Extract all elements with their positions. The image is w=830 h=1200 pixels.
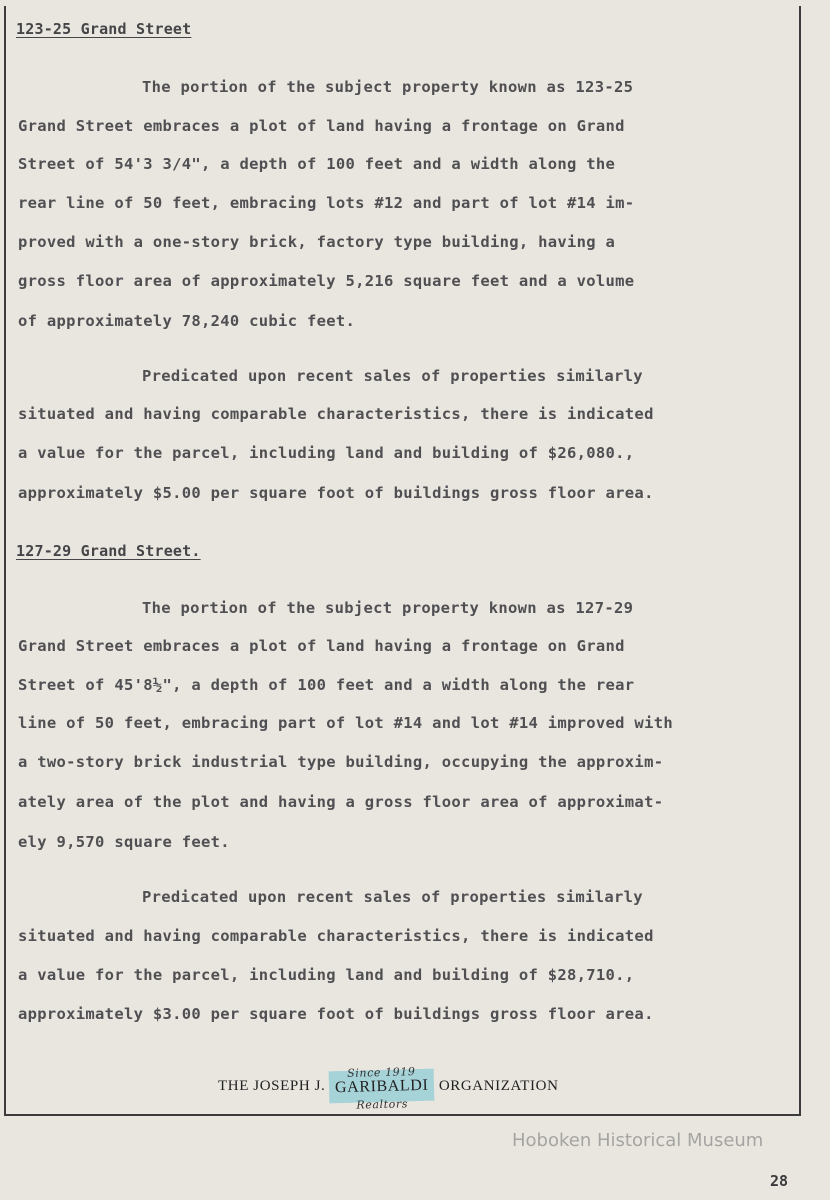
museum-watermark: Hoboken Historical Museum	[512, 1130, 764, 1151]
text-line: line of 50 feet, embracing part of lot #14 and lot #14 improved with	[18, 714, 673, 732]
text-line: approximately $3.00 per square foot of buildings gross floor area.	[18, 1005, 654, 1023]
text-line: approximately $5.00 per square foot of buildings gross floor area.	[18, 484, 654, 502]
text-line: Grand Street embraces a plot of land having a frontage on Grand	[18, 117, 625, 135]
text-line: Predicated upon recent sales of properties similarly	[142, 367, 643, 385]
text-line: ately area of the plot and having a gross floor area of approximat-	[18, 793, 664, 811]
logo-name: GARIBALDI	[335, 1076, 430, 1097]
footer-suffix: ORGANIZATION	[438, 1077, 559, 1094]
text-line: a value for the parcel, including land and building of $26,080.,	[18, 444, 635, 462]
text-line: Street of 54'3 3/4", a depth of 100 feet and a width along the	[18, 155, 616, 173]
text-line: of approximately 78,240 cubic feet.	[18, 312, 356, 330]
text-line: Grand Street embraces a plot of land having a frontage on Grand	[18, 637, 625, 655]
footer-prefix: THE JOSEPH J.	[218, 1077, 326, 1094]
text-line: ely 9,570 square feet.	[18, 833, 230, 851]
text-line: The portion of the subject property known as 123-25	[142, 78, 634, 96]
garibaldi-logo	[329, 1065, 435, 1112]
text-line: rear line of 50 feet, embracing lots #12 and part of lot #14 im-	[18, 194, 635, 212]
text-line: gross floor area of approximately 5,216 square feet and a volume	[18, 272, 635, 290]
text-line: a two-story brick industrial type building, occupying the approxim-	[18, 753, 664, 771]
section-heading-127-29: 127-29 Grand Street.	[16, 542, 201, 560]
organization-footer	[218, 1065, 559, 1112]
text-line: The portion of the subject property known as 127-29	[142, 599, 634, 617]
text-line: situated and having comparable characteristics, there is indicated	[18, 405, 654, 423]
text-line: situated and having comparable characteristics, there is indicated	[18, 927, 654, 945]
section-heading-123-25: 123-25 Grand Street	[16, 20, 192, 38]
logo-since: Since 1919	[347, 1065, 417, 1080]
text-line: Predicated upon recent sales of properties similarly	[142, 888, 643, 906]
text-line: Street of 45'8½", a depth of 100 feet and a width along the rear	[18, 676, 635, 694]
logo-realtors: Realtors	[356, 1097, 409, 1112]
text-line: proved with a one-story brick, factory type building, having a	[18, 233, 616, 251]
page-number: 28	[770, 1172, 789, 1190]
text-line: a value for the parcel, including land and building of $28,710.,	[18, 966, 635, 984]
